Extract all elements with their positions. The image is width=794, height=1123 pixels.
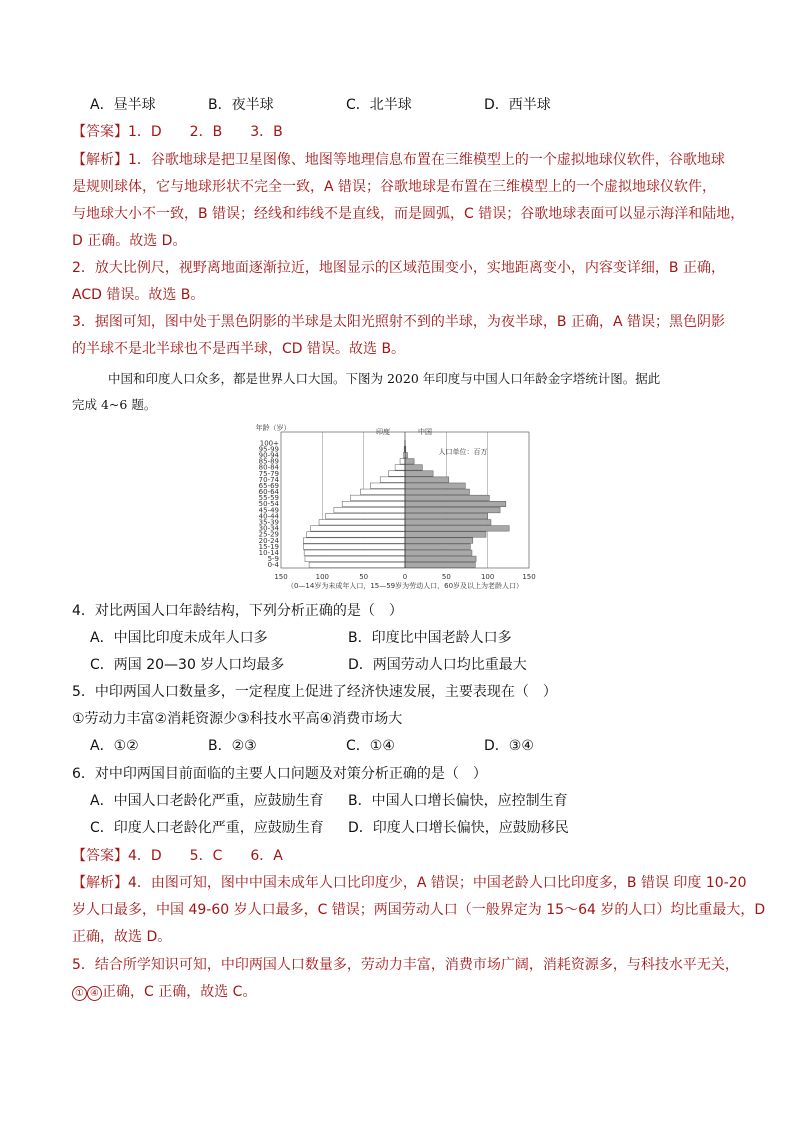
q5-option-a: A．①② (90, 738, 139, 754)
q4-option-b: B．印度比中国老龄人口多 (348, 630, 512, 646)
q3-option-b: B．夜半球 (208, 97, 274, 113)
bar-china (405, 544, 470, 549)
bar-india (342, 501, 405, 506)
q3-option-c: C．北半球 (346, 97, 412, 113)
analysis-2-line-3: 5．结合所学知识可知，中印两国人口数量多，劳动力丰富，消费市场广阔，消耗资源多，与科技水平无关， (72, 957, 739, 973)
x-tick-label: 50 (441, 573, 451, 581)
bar-china (405, 459, 414, 464)
circled-number: ① (72, 986, 87, 1001)
analysis-1-line-2: 与地球大小不一致，B 错误；经线和纬线不是直线，而是圆弧，C 错误；谷歌地球表面可以显示海洋和陆地， (72, 206, 745, 222)
age-tick-label: 85-89 (258, 457, 279, 466)
bar-india (311, 526, 405, 531)
bar-india (370, 483, 405, 488)
age-tick-label: 95-99 (258, 445, 279, 454)
population-pyramid-chart (250, 418, 550, 598)
bar-china (405, 520, 491, 525)
analysis-tag: 【解析】 (72, 152, 128, 168)
q6-stem: 6．对中印两国目前面临的主要人口问题及对策分析正确的是（ ） (72, 766, 487, 782)
analysis-1-line-6: 3．据图可知，图中处于黑色阴影的半球是太阳光照射不到的半球，为夜半球，B 正确，A 错误；黑色阴影 (72, 314, 725, 330)
q6-option-d: D．印度人口增长偏快，应鼓励移民 (348, 820, 569, 836)
age-tick-label: 20-24 (258, 536, 279, 545)
q5-option-c: C．①④ (346, 738, 395, 754)
bar-china (405, 513, 488, 518)
age-tick-label: 0-4 (267, 561, 279, 570)
bar-india (303, 538, 405, 543)
bar-india (350, 495, 405, 500)
bar-china (405, 501, 506, 506)
intro-line-1: 完成 4~6 题。 (72, 397, 157, 412)
analysis-tag: 【解析】 (72, 875, 128, 891)
age-tick-label: 60-64 (258, 488, 279, 497)
analysis-1-line-7: 的半球不是北半球也不是西半球，CD 错误。故选 B。 (72, 341, 406, 357)
intro-line-0: 中国和印度人口众多，都是世界人口大国。下图为 2020 年印度与中国人口年龄金字塔统计图。据此 (108, 371, 661, 386)
age-tick-label: 15-19 (258, 542, 279, 551)
q6-option-b: B．中国人口增长偏快，应控制生育 (348, 793, 568, 809)
bar-india (305, 556, 405, 561)
q5-sub: ①劳动力丰富②消耗资源少③科技水平高④消费市场大 (72, 711, 403, 727)
q4-option-a: A．中国比印度未成年人口多 (90, 630, 268, 646)
bar-india (307, 532, 405, 537)
analysis-text: 正确，C 正确，故选 C。 (102, 984, 257, 1000)
x-tick-label: 100 (480, 573, 495, 581)
analysis-1-line-0 (72, 150, 732, 170)
age-tick-label: 30-34 (258, 524, 279, 533)
q6-option-c: C．印度人口老龄化严重，应鼓励生育 (90, 820, 324, 836)
age-tick-label: 45-49 (258, 506, 279, 515)
bar-china (405, 538, 473, 543)
bar-india (380, 477, 405, 482)
q3-options (90, 95, 750, 115)
bar-china (405, 489, 469, 494)
q4-option-d: D．两国劳动人口均比重最大 (348, 657, 527, 673)
q4-option-c: C．两国 20—30 岁人口均最多 (90, 657, 285, 673)
age-tick-label: 65-69 (258, 481, 279, 490)
bar-china (405, 471, 433, 476)
x-tick-label: 0 (402, 573, 408, 581)
q6-option-a: A．中国人口老龄化严重，应鼓励生育 (90, 793, 324, 809)
q5-options (90, 736, 750, 756)
bar-china (405, 495, 489, 500)
bar-india (326, 513, 405, 518)
bar-india (388, 471, 405, 476)
answer-text: 1．D 2．B 3．B (128, 124, 283, 140)
analysis-text: 1．谷歌地球是把卫星图像、地图等地理信息布置在三维模型上的一个虚拟地球仪软件，谷歌地球 (128, 152, 725, 168)
bar-india (304, 550, 405, 555)
bar-india (360, 489, 405, 494)
q4-options-row2 (90, 655, 750, 675)
bar-china (405, 465, 422, 470)
bar-china (405, 483, 465, 488)
age-tick-label: 75-79 (258, 469, 279, 478)
age-tick-label: 100+ (259, 439, 279, 448)
bar-india (334, 507, 405, 512)
analysis-1-line-4: 2．放大比例尺，视野离地面逐渐拉近，地图显示的区域范围变小，实地距离变小，内容变详细，B 正确， (72, 260, 725, 276)
age-tick-label: 25-29 (258, 530, 279, 539)
bar-china (405, 556, 476, 561)
analysis-2-line-4 (72, 982, 732, 1002)
bar-china (405, 507, 500, 512)
bar-india (319, 520, 405, 525)
age-tick-label: 35-39 (258, 518, 279, 527)
age-tick-label: 50-54 (258, 500, 279, 509)
age-tick-label: 80-84 (258, 463, 279, 472)
bar-india (303, 544, 405, 549)
bar-india (395, 465, 405, 470)
analysis-1-line-3: D 正确。故选 D。 (72, 233, 187, 249)
x-tick-label: 100 (315, 573, 330, 581)
answer-tag: 【答案】 (72, 124, 128, 140)
answer-tag: 【答案】 (72, 848, 128, 864)
y-axis-label: 年龄（岁） (255, 424, 291, 432)
circled-number: ④ (87, 986, 102, 1001)
chart-note: （0—14岁为未成年人口，15—59岁为劳动人口，60岁及以上为老龄人口） (286, 582, 524, 590)
analysis-1-line-5: ACD 错误。故选 B。 (72, 287, 205, 303)
age-tick-label: 70-74 (258, 475, 279, 484)
answer-text: 4．D 5．C 6．A (128, 848, 283, 864)
analysis-text: 4．由图可知，图中中国未成年人口比印度少，A 错误；中国老龄人口比印度多，B 错误 印度 10-20 (128, 875, 747, 891)
unit-label: 人口单位：百万 (438, 448, 488, 456)
bar-china (405, 562, 475, 567)
q3-option-a: A．昼半球 (90, 97, 156, 113)
analysis-2-line-0 (72, 873, 747, 893)
bar-china (405, 477, 449, 482)
q5-option-b: B．②③ (208, 738, 257, 754)
age-tick-label: 90-94 (258, 451, 279, 460)
bar-china (405, 550, 472, 555)
age-tick-label: 55-59 (258, 494, 279, 503)
q6-options-row2 (90, 818, 750, 838)
answer-1 (72, 122, 732, 142)
x-tick-label: 150 (274, 573, 288, 581)
age-tick-label: 10-14 (258, 549, 279, 558)
q5-option-d: D．③④ (484, 738, 534, 754)
q3-option-d: D．西半球 (484, 97, 551, 113)
x-tick-label: 150 (522, 573, 536, 581)
bar-india (400, 459, 405, 464)
bar-china (405, 452, 407, 457)
x-tick-label: 50 (359, 573, 369, 581)
series-label-china: 中国 (418, 428, 432, 436)
answer-2 (72, 846, 732, 866)
age-tick-label: 40-44 (258, 512, 279, 521)
q4-options-row1 (90, 628, 750, 648)
age-tick-label: 5-9 (267, 555, 279, 564)
analysis-1-line-1: 是规则球体，它与地球形状不完全一致，A 错误；谷歌地球是布置在三维模型上的一个虚拟地球仪软件， (72, 179, 717, 195)
q6-options-row1 (90, 791, 750, 811)
analysis-2-line-1: 岁人口最多，中国 49-60 岁人口最多，C 错误；两国劳动人口（一般界定为 15～64 岁的人口）均比重最大，D (72, 902, 766, 918)
bar-india (309, 562, 405, 567)
q5-stem: 5．中印两国人口数量多，一定程度上促进了经济快速发展，主要表现在（ ） (72, 684, 557, 700)
q4-stem: 4．对比两国人口年龄结构，下列分析正确的是（ ） (72, 603, 403, 619)
analysis-2-line-2: 正确，故选 D。 (72, 929, 172, 945)
bar-china (405, 526, 509, 531)
series-label-india: 印度 (376, 428, 390, 436)
bar-china (405, 532, 486, 537)
